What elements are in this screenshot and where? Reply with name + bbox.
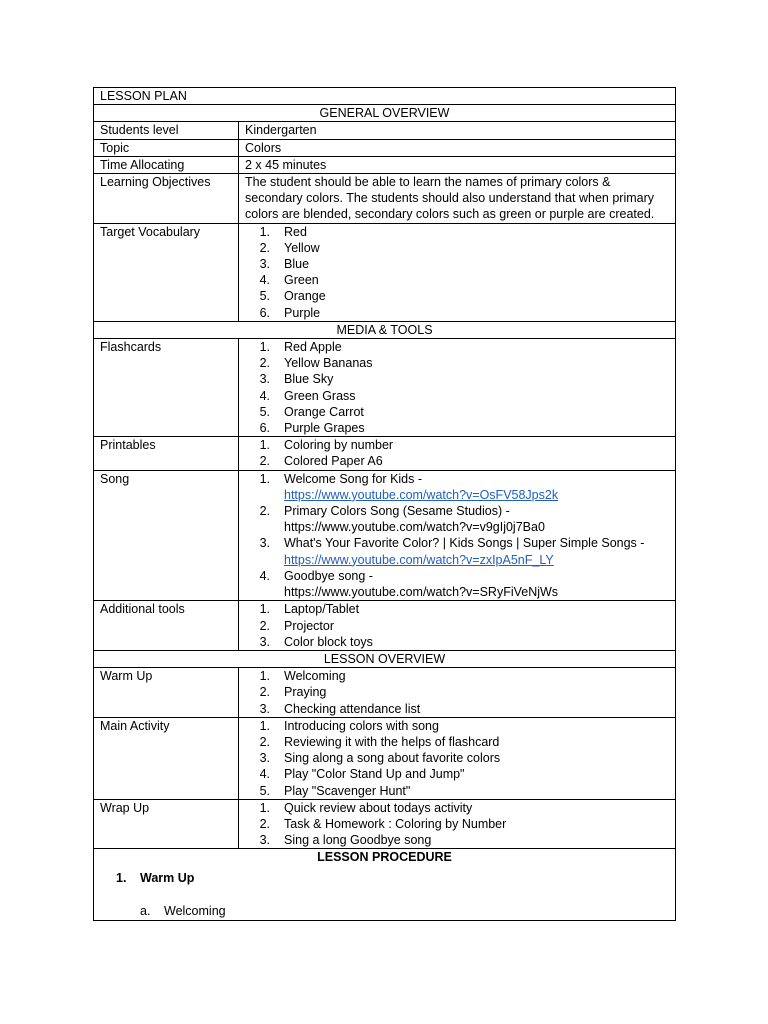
list-item-number: 2. <box>259 618 270 633</box>
list-item-number: 2. <box>259 240 270 255</box>
list-item-number: 2. <box>259 685 270 700</box>
list-item-text: Coloring by number <box>284 438 394 453</box>
wrap-up-list <box>245 800 675 849</box>
list-item-number: 2. <box>259 454 270 469</box>
list-item <box>245 339 675 355</box>
section-lesson-overview: LESSON OVERVIEW <box>94 650 676 667</box>
list-item-text: Yellow Bananas <box>284 356 373 371</box>
list-item-text: Orange <box>284 289 326 304</box>
list-item-text: Sing along a song about favorite colors <box>284 751 501 766</box>
label-learning-objectives: Learning Objectives <box>94 174 239 224</box>
list-item-text: Quick review about todays activity <box>284 800 473 815</box>
label-topic: Topic <box>94 139 239 156</box>
list-item-number: 2. <box>259 356 270 371</box>
row-lesson-procedure <box>94 849 676 921</box>
label-students-level: Students level <box>94 122 239 139</box>
list-item-number: 6. <box>259 305 270 320</box>
list-item-number: 2. <box>259 734 270 749</box>
list-item <box>245 718 675 734</box>
section-media-tools: MEDIA & TOOLS <box>94 321 676 338</box>
list-item-text: Play "Scavenger Hunt" <box>284 783 411 798</box>
label-main-activity: Main Activity <box>94 717 239 799</box>
list-item <box>245 305 675 321</box>
song-item: 4. Goodbye song - https://www.youtube.com/watch?v=SRyFiVeNjWs <box>259 568 559 600</box>
row-students-level <box>94 122 676 139</box>
value-topic: Colors <box>239 139 676 156</box>
song-title: Primary Colors Song (Sesame Studios) - <box>284 504 510 519</box>
list-item-text: Projector <box>284 618 335 633</box>
list-item-number: 1. <box>259 340 270 355</box>
list-item-text: Orange Carrot <box>284 404 364 419</box>
list-item <box>245 684 675 700</box>
row-wrap-up <box>94 799 676 849</box>
row-additional-tools <box>94 601 676 651</box>
label-target-vocabulary: Target Vocabulary <box>94 223 239 321</box>
list-item-text: Welcoming <box>284 669 346 684</box>
procedure-heading <box>94 870 675 886</box>
song-title: Goodbye song - <box>284 568 373 583</box>
list-item <box>245 371 675 387</box>
list-item-number: 4. <box>259 767 270 782</box>
list-item <box>245 453 675 469</box>
list-item-number: 3. <box>259 257 270 272</box>
list-item <box>245 388 675 404</box>
song-link[interactable]: https://www.youtube.com/watch?v=zxIpA5nF_LY <box>284 552 554 567</box>
list-item <box>245 437 675 453</box>
procedure-subitem <box>94 903 675 919</box>
list-item <box>245 734 675 750</box>
song-item: 2. Primary Colors Song (Sesame Studios) - https://www.youtube.com/watch?v=v9gIj0j7Ba0 <box>259 504 545 535</box>
song-item: 1. Welcome Song for Kids - https://www.youtube.com/watch?v=OsFV58Jps2k <box>259 471 559 502</box>
list-item <box>245 816 675 832</box>
row-target-vocabulary <box>94 223 676 321</box>
list-item-text: Play "Color Stand Up and Jump" <box>284 767 465 782</box>
song-title: Welcome Song for Kids - <box>284 471 423 486</box>
list-item <box>245 832 675 848</box>
list-item <box>245 783 675 799</box>
row-printables <box>94 437 676 470</box>
row-flashcards <box>94 339 676 437</box>
song-link[interactable]: https://www.youtube.com/watch?v=OsFV58Jps2k <box>284 487 559 502</box>
list-item <box>245 288 675 304</box>
list-item-number: 1. <box>259 224 270 239</box>
list-item <box>245 272 675 288</box>
list-item <box>245 634 675 650</box>
song-url-text: https://www.youtube.com/watch?v=SRyFiVeNjWs <box>284 585 559 600</box>
list-item-text: Purple Grapes <box>284 421 365 436</box>
list-item <box>245 420 675 436</box>
row-song <box>94 470 676 601</box>
list-item-text: Checking attendance list <box>284 701 421 716</box>
label-printables: Printables <box>94 437 239 470</box>
list-item-number: 3. <box>259 701 270 716</box>
flashcards-list <box>245 339 675 436</box>
list-item-number: 3. <box>259 751 270 766</box>
procedure-subitem-letter: a. <box>140 903 151 918</box>
label-warm-up: Warm Up <box>94 668 239 718</box>
value-time-allocating: 2 x 45 minutes <box>239 156 676 173</box>
list-item-number: 1. <box>259 800 270 815</box>
label-flashcards: Flashcards <box>94 339 239 437</box>
song-item: 3. What's Your Favorite Color? | Kids Songs | Super Simple Songs - https://www.youtube.com/watch?v=zxIpA5nF_LY <box>259 536 645 567</box>
label-time-allocating: Time Allocating <box>94 156 239 173</box>
list-item-text: Blue Sky <box>284 372 334 387</box>
list-item-number: 2. <box>259 816 270 831</box>
label-wrap-up: Wrap Up <box>94 799 239 849</box>
label-additional-tools: Additional tools <box>94 601 239 651</box>
printables-list <box>245 437 675 469</box>
list-item-text: Yellow <box>284 240 320 255</box>
section-general-overview: GENERAL OVERVIEW <box>94 105 676 122</box>
songs-list <box>245 471 675 601</box>
row-time-allocating <box>94 156 676 173</box>
list-item-text: Green <box>284 273 319 288</box>
list-item-number: 5. <box>259 783 270 798</box>
list-item-number: 1. <box>259 602 270 617</box>
list-item <box>245 224 675 240</box>
procedure-heading-text: Warm Up <box>140 870 195 885</box>
list-item-text: Task & Homework : Coloring by Number <box>284 816 507 831</box>
list-item-number: 3. <box>259 634 270 649</box>
list-item <box>245 766 675 782</box>
song-url-text: https://www.youtube.com/watch?v=v9gIj0j7Ba0 <box>284 520 545 535</box>
song-title: What's Your Favorite Color? | Kids Songs | Super Simple Songs - <box>284 536 645 551</box>
list-item <box>245 404 675 420</box>
list-item <box>245 800 675 816</box>
row-warm-up <box>94 668 676 718</box>
list-item-number: 3. <box>259 372 270 387</box>
list-item-text: Color block toys <box>284 634 373 649</box>
main-activity-list <box>245 718 675 799</box>
list-item <box>245 256 675 272</box>
list-item <box>245 355 675 371</box>
list-item <box>245 701 675 717</box>
list-item-number: 5. <box>259 404 270 419</box>
vocab-list <box>245 224 675 321</box>
procedure-subitem-text: Welcoming <box>164 903 226 918</box>
list-item-number: 4. <box>259 388 270 403</box>
value-learning-objectives: The student should be able to learn the names of primary colors & secondary colors. The students should also understand that when primary colors are blended, secondary colors such as green or purple are created. <box>239 174 676 224</box>
list-item-number: 6. <box>259 421 270 436</box>
row-learning-objectives <box>94 174 676 224</box>
list-item-text: Introducing colors with song <box>284 718 439 733</box>
row-topic <box>94 139 676 156</box>
list-item-text: Praying <box>284 685 327 700</box>
list-item <box>245 618 675 634</box>
list-item <box>245 601 675 617</box>
value-students-level: Kindergarten <box>239 122 676 139</box>
label-song: Song <box>94 470 239 601</box>
list-item-text: Green Grass <box>284 388 356 403</box>
list-item-text: Reviewing it with the helps of flashcard <box>284 734 500 749</box>
row-main-activity <box>94 717 676 799</box>
list-item-text: Red <box>284 224 307 239</box>
list-item-number: 1. <box>259 438 270 453</box>
list-item-text: Laptop/Tablet <box>284 602 360 617</box>
tools-list <box>245 601 675 650</box>
list-item-number: 5. <box>259 289 270 304</box>
list-item-text: Blue <box>284 257 310 272</box>
list-item-number: 1. <box>259 718 270 733</box>
list-item-text: Purple <box>284 305 321 320</box>
list-item-text: Red Apple <box>284 340 342 355</box>
procedure-heading-number: 1. <box>116 870 127 885</box>
list-item-text: Colored Paper A6 <box>284 454 383 469</box>
list-item-number: 4. <box>259 273 270 288</box>
lesson-plan-title: LESSON PLAN <box>94 88 676 105</box>
section-lesson-procedure: LESSON PROCEDURE <box>317 850 452 865</box>
list-item <box>245 240 675 256</box>
list-item-number: 1. <box>259 669 270 684</box>
warmup-list <box>245 668 675 717</box>
list-item <box>245 668 675 684</box>
lesson-plan-table <box>93 87 676 921</box>
list-item <box>245 750 675 766</box>
list-item-number: 3. <box>259 833 270 848</box>
list-item-text: Sing a long Goodbye song <box>284 833 432 848</box>
